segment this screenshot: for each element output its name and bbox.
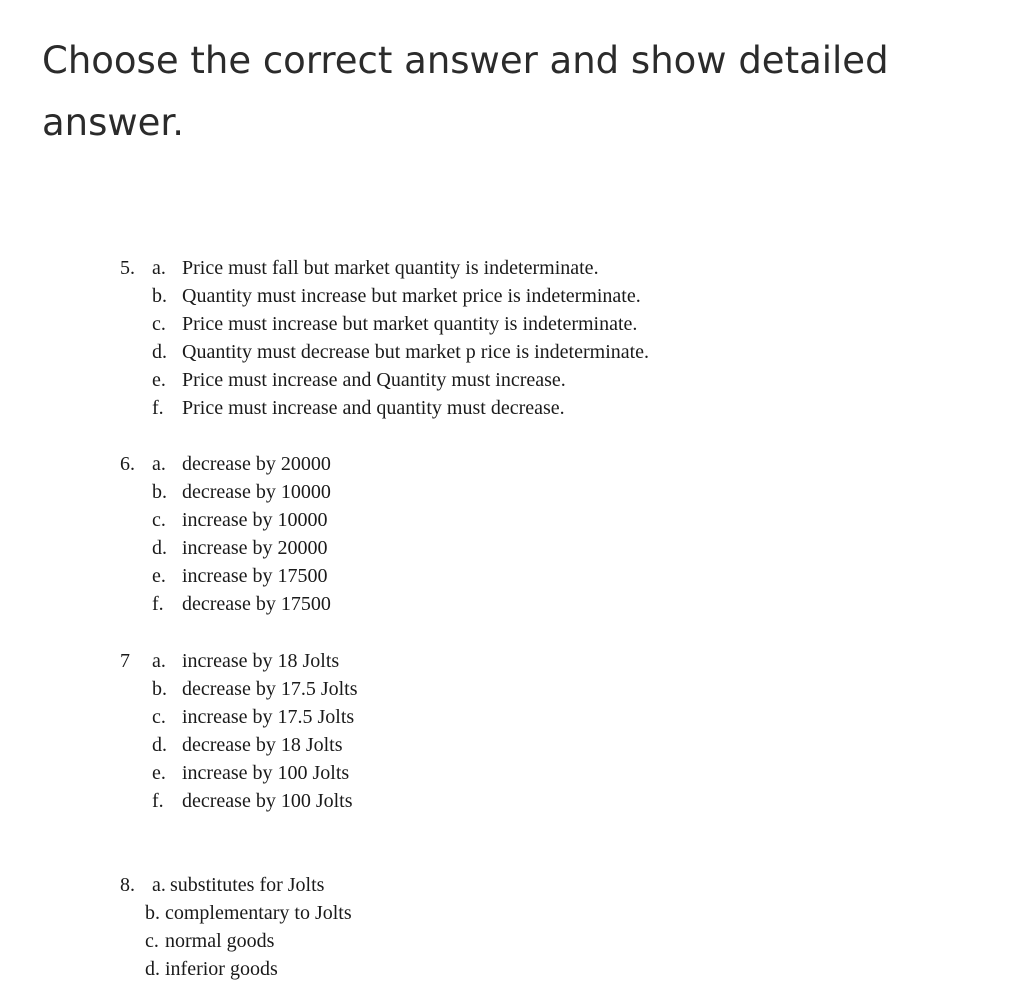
option-text: decrease by 17500	[182, 593, 331, 615]
option-text: Price must increase and quantity must decrease.	[182, 397, 565, 419]
prompt-line-1: Choose the correct answer and show detailed	[42, 39, 889, 82]
option-letter: f.	[152, 790, 164, 812]
question-number: 5.	[120, 257, 135, 279]
option-letter: c.	[152, 313, 166, 335]
option-text: increase by 17500	[182, 565, 328, 587]
option-text: increase by 18 Jolts	[182, 650, 340, 672]
option-text: normal goods	[165, 930, 275, 952]
option-letter: a.	[152, 453, 166, 475]
option-text: Price must increase and Quantity must increase.	[182, 369, 566, 391]
option-letter: b.	[145, 902, 160, 924]
option-text: increase by 10000	[182, 509, 328, 531]
option-letter: f.	[152, 397, 164, 419]
option-text: Price must fall but market quantity is indeterminate.	[182, 257, 599, 279]
option-letter: b.	[152, 678, 167, 700]
option-text: increase by 20000	[182, 537, 328, 559]
question-number: 6.	[120, 453, 135, 475]
option-letter: b.	[152, 285, 167, 307]
option-text: decrease by 10000	[182, 481, 331, 503]
option-text: increase by 100 Jolts	[182, 762, 350, 784]
option-letter: d.	[152, 734, 167, 756]
option-letter: a.	[152, 257, 166, 279]
option-text: inferior goods	[165, 958, 278, 980]
option-letter: c.	[145, 930, 159, 952]
option-letter: a.	[152, 874, 166, 896]
option-text: Price must increase but market quantity is indeterminate.	[182, 313, 638, 335]
option-text: increase by 17.5 Jolts	[182, 706, 355, 728]
option-letter: f.	[152, 593, 164, 615]
option-letter: e.	[152, 565, 166, 587]
option-letter: e.	[152, 369, 166, 391]
option-letter: d.	[152, 537, 167, 559]
option-letter: b.	[152, 481, 167, 503]
option-text: complementary to Jolts	[165, 902, 352, 924]
option-text: decrease by 17.5 Jolts	[182, 678, 358, 700]
option-text: decrease by 100 Jolts	[182, 790, 353, 812]
option-letter: a.	[152, 650, 166, 672]
option-text: decrease by 18 Jolts	[182, 734, 343, 756]
option-text: substitutes for Jolts	[170, 874, 325, 896]
option-letter: e.	[152, 762, 166, 784]
option-text: decrease by 20000	[182, 453, 331, 475]
question-number: 8.	[120, 874, 135, 896]
option-letter: c.	[152, 509, 166, 531]
prompt-line-2: answer.	[42, 101, 185, 144]
option-letter: d.	[145, 958, 160, 980]
option-letter: d.	[152, 341, 167, 363]
option-text: Quantity must decrease but market p rice is indeterminate.	[182, 341, 650, 363]
option-text: Quantity must increase but market price is indeterminate.	[182, 285, 641, 307]
option-letter: c.	[152, 706, 166, 728]
question-number: 7	[120, 650, 130, 672]
